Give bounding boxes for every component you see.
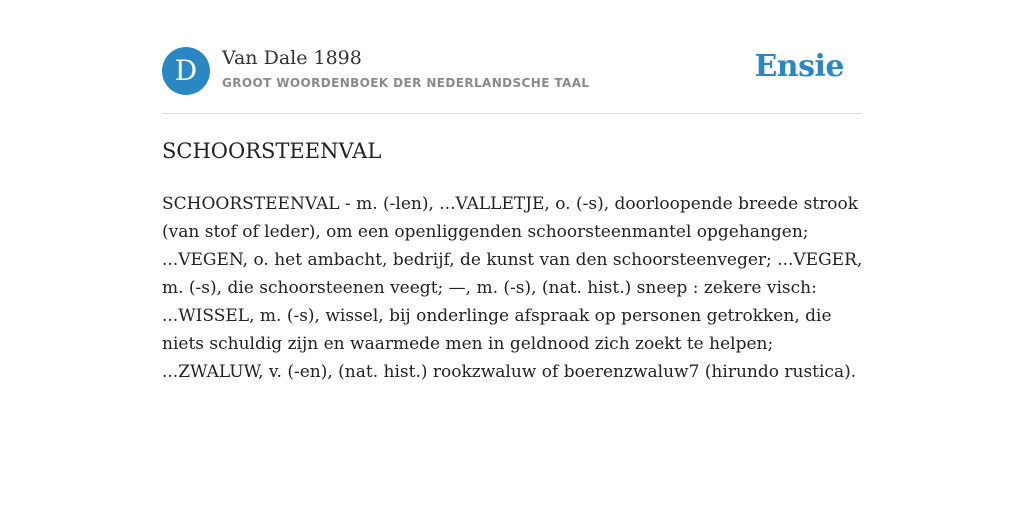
ensie-logo[interactable]: Ensie [754, 49, 844, 84]
dictionary-title[interactable]: Van Dale 1898 [222, 47, 362, 69]
definition-line: ...VEGEN, o. het ambacht, bedrijf, de kunst van den schoorsteenveger; ...VEGER, [162, 250, 863, 270]
definition-line: niets schuldig zijn en waarmede men in geldnood zich zoekt te helpen; [162, 334, 774, 354]
dictionary-logo-icon[interactable]: D [162, 47, 210, 95]
definition-line: ...WISSEL, m. (-s), wissel, bij onderlinge afspraak op personen getrokken, die [162, 306, 832, 326]
header-divider [162, 113, 862, 114]
definition-line: ...ZWALUW, v. (-en), (nat. hist.) rookzwaluw of boerenzwaluw7 (hirundo rustica). [162, 362, 857, 382]
definition-line: SCHOORSTEENVAL - m. (-len), ...VALLETJE, o. (-s), doorloopende breede strook [162, 194, 859, 214]
dictionary-card [162, 0, 862, 512]
entry-definition [162, 190, 862, 386]
dictionary-subtitle: GROOT WOORDENBOEK DER NEDERLANDSCHE TAAL [222, 76, 590, 90]
definition-line: (van stof of leder), om een openliggenden schoorsteenmantel opgehangen; [162, 222, 809, 242]
entry-headword: SCHOORSTEENVAL [162, 139, 382, 163]
definition-line: m. (-s), die schoorsteenen veegt; —, m. (-s), (nat. hist.) sneep : zekere visch: [162, 278, 817, 298]
header [162, 46, 862, 96]
